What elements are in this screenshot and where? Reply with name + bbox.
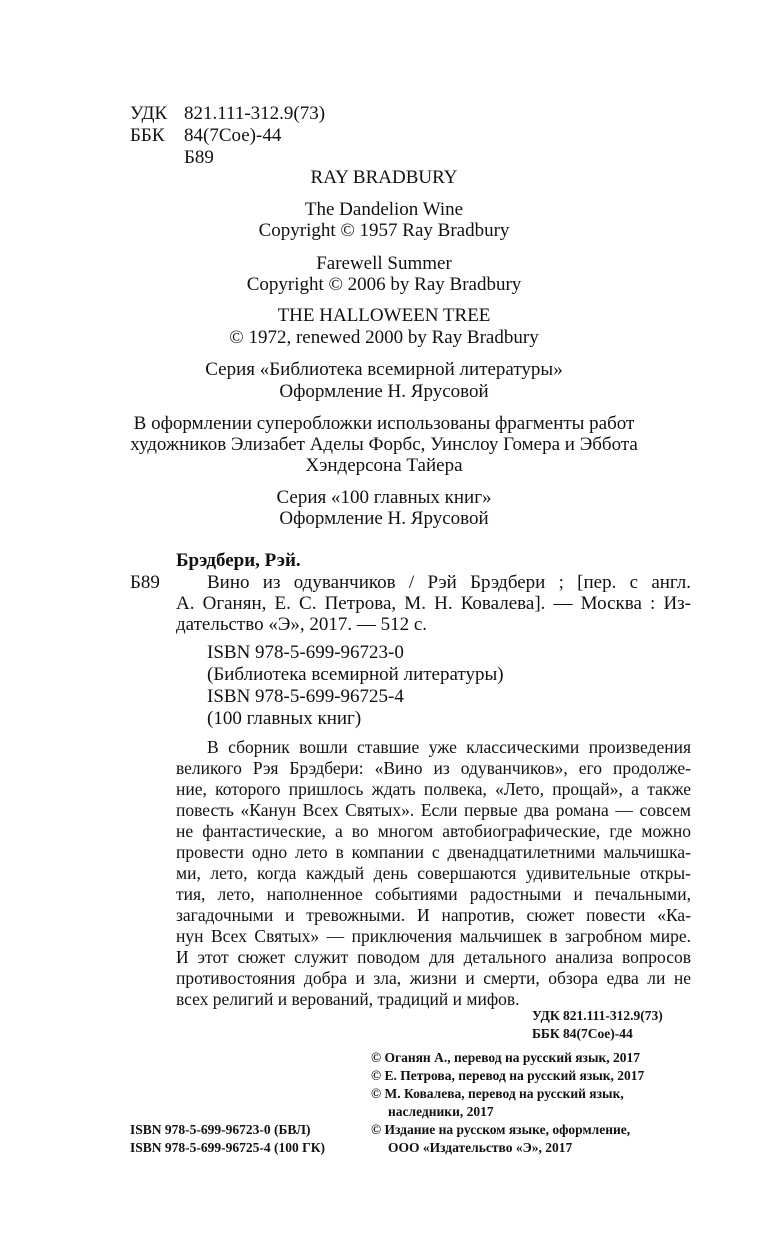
footer-bbk: ББК 84(7Сое)-44 xyxy=(532,1026,633,1041)
work3-title: THE HALLOWEEN TREE xyxy=(277,305,491,326)
copyright-line: © Е. Петрова, перевод на русский язык, 2017 xyxy=(371,1068,645,1083)
annotation-line: провести одно лето в компании с двенадцатилетними мальчишка- xyxy=(176,842,691,862)
annotation-line: не фантастические, а во многом автобиографические, где можно xyxy=(176,821,691,841)
copyright-line: © Оганян А., перевод на русский язык, 2017 xyxy=(371,1050,641,1065)
work1-copyright: Copyright © 1957 Ray Bradbury xyxy=(258,220,510,241)
series-line: (100 главных книг) xyxy=(207,708,362,729)
bibliographic-heading: Брэдбери, Рэй. xyxy=(176,550,301,571)
annotation-line: всех религий и верований, традиций и мифов. xyxy=(176,989,520,1009)
annotation-line: противостояния добра и зла, жизни и смерти, обзора едва ли не xyxy=(176,968,691,988)
footer-udk: УДК 821.111-312.9(73) xyxy=(532,1008,663,1023)
isbn-line: ISBN 978-5-699-96723-0 xyxy=(207,642,404,663)
copyright-line: © М. Ковалева, перевод на русский язык, xyxy=(371,1086,624,1101)
work1-title: The Dandelion Wine xyxy=(304,199,464,220)
annotation-line: повесть «Канун Всех Святых». Если первые два романа — совсем xyxy=(176,800,691,820)
annotation-line: тия, лето, наполненное событиями радостными и печальными, xyxy=(176,884,691,904)
footer-isbn-line: ISBN 978-5-699-96725-4 (100 ГК) xyxy=(130,1140,325,1155)
annotation-line: великого Рэя Брэдбери: «Вино из одуванчиков», его продолже- xyxy=(176,758,691,778)
footer-isbn-line: ISBN 978-5-699-96723-0 (БВЛ) xyxy=(130,1122,311,1137)
bibliographic-description-line: Вино из одуванчиков / Рэй Брэдбери ; [пер. с англ. xyxy=(207,572,691,593)
bibliographic-description-line: А. Оганян, Е. С. Петрова, М. Н. Ковалева]. — Москва : Из- xyxy=(176,593,691,614)
cover-note-line: художников Элизабет Аделы Форбс, Уинслоу Гомера и Эббота xyxy=(130,434,638,455)
copyright-line: наследники, 2017 xyxy=(388,1104,494,1119)
annotation-line: ние, которого пришлось ждать полвека, «Лето, прощай», а также xyxy=(176,779,691,799)
annotation-line: нун Всех Святых» — приключения мальчишек в загробном мире. xyxy=(176,926,691,946)
annotation-line: загадочными и тревожными. И напротив, сюжет повести «Ка- xyxy=(176,905,691,925)
copyright-line: © Издание на русском языке, оформление, xyxy=(371,1122,631,1137)
work3-copyright: © 1972, renewed 2000 by Ray Bradbury xyxy=(229,327,539,348)
bibliographic-code: Б89 xyxy=(130,572,160,593)
work2-copyright: Copyright © 2006 by Ray Bradbury xyxy=(246,274,522,295)
series-line: (Библиотека всемирной литературы) xyxy=(207,664,504,685)
udk-value: 821.111-312.9(73) xyxy=(184,103,326,124)
bbk-label: ББК xyxy=(130,125,165,146)
work2-title: Farewell Summer xyxy=(316,253,452,274)
author-mark: Б89 xyxy=(184,147,214,168)
udk-label: УДК xyxy=(130,103,168,124)
series1-design: Оформление Н. Ярусовой xyxy=(279,381,489,402)
bbk-value: 84(7Сое)-44 xyxy=(184,125,282,146)
cover-note-line: Хэндерсона Тайера xyxy=(305,455,463,476)
copyright-line: ООО «Издательство «Э», 2017 xyxy=(388,1140,573,1155)
author-name-en: RAY BRADBURY xyxy=(310,167,458,188)
series2-line: Серия «100 главных книг» xyxy=(276,487,492,508)
series2-design: Оформление Н. Ярусовой xyxy=(279,508,489,529)
bibliographic-description-line: дательство «Э», 2017. — 512 с. xyxy=(176,614,428,635)
series1-line: Серия «Библиотека всемирной литературы» xyxy=(205,359,563,380)
annotation-line: И этот сюжет служит поводом для детального анализа вопросов xyxy=(176,947,691,967)
annotation-line: ми, лето, когда каждый день совершаются удивительные откры- xyxy=(176,863,691,883)
cover-note-line: В оформлении суперобложки использованы фрагменты работ xyxy=(133,413,635,434)
isbn-line: ISBN 978-5-699-96725-4 xyxy=(207,686,404,707)
annotation-line: В сборник вошли ставшие уже классическими произведения xyxy=(207,737,691,757)
